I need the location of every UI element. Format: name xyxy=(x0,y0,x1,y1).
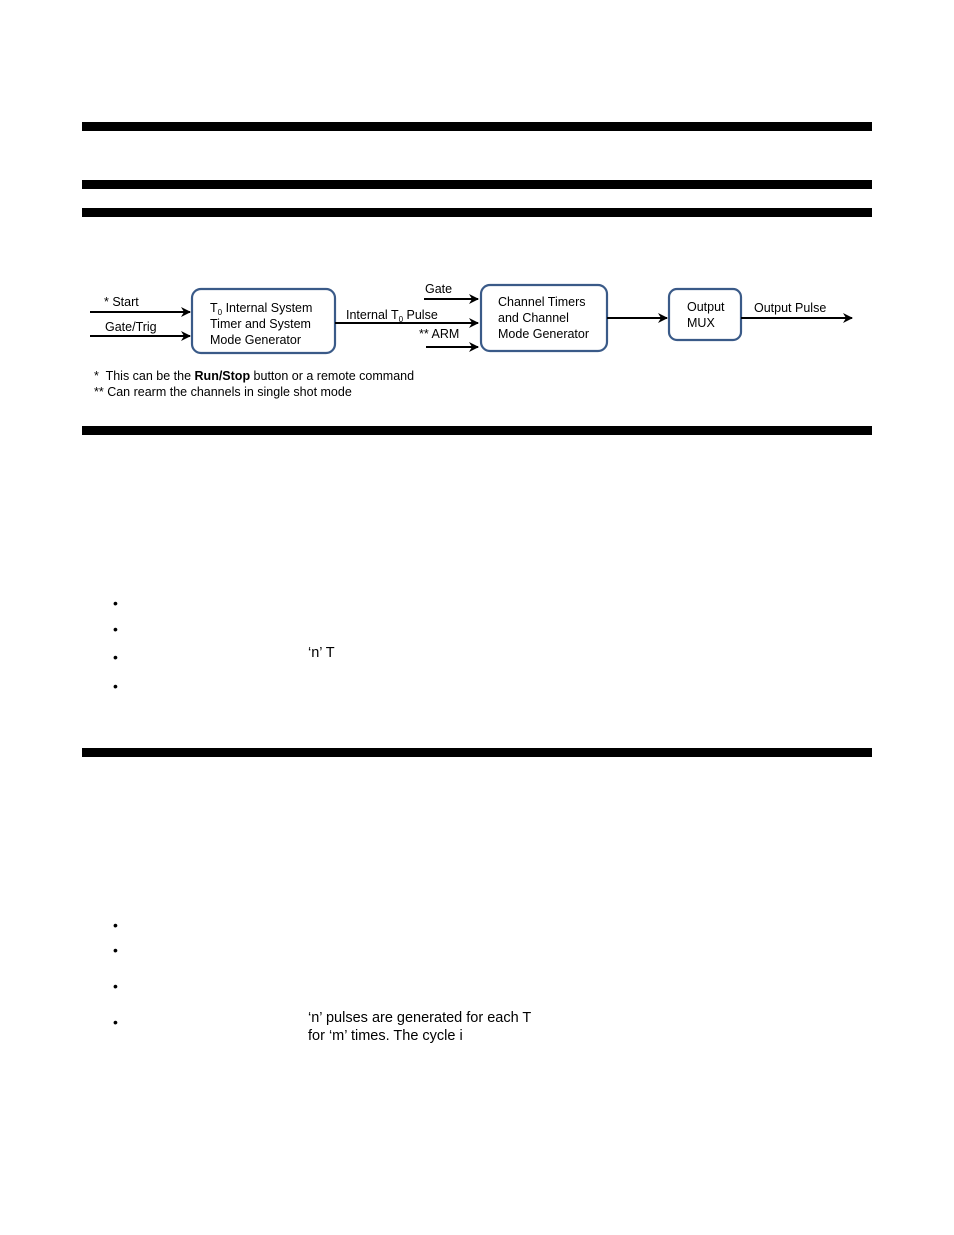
output-pulse-label: Output Pulse xyxy=(754,301,827,315)
output-mux-line1: Output xyxy=(687,300,725,314)
bullet: • xyxy=(113,649,118,665)
system-timer-line3: Mode Generator xyxy=(210,333,302,347)
bullet: • xyxy=(113,917,118,933)
section-rule-1 xyxy=(82,426,872,435)
output-mux-block xyxy=(669,289,741,340)
diagram-note-2: ** Can rearm the channels in single shot mode xyxy=(94,385,352,399)
channel-timers-line2: and Channel xyxy=(498,311,569,325)
output-mux-line2: MUX xyxy=(687,316,715,330)
gate-trig-label: Gate/Trig xyxy=(105,320,157,334)
section-rule-2 xyxy=(82,748,872,757)
bullet: • xyxy=(113,978,118,994)
system-timer-line2: Timer and System xyxy=(210,317,311,331)
gate-label: Gate xyxy=(425,282,453,296)
bullet: • xyxy=(113,942,118,958)
bullet: • xyxy=(113,678,118,694)
bullet: • xyxy=(113,621,118,637)
section2-fragment-line2: for ‘m’ times. The cycle i xyxy=(308,1028,463,1044)
bullet: • xyxy=(113,595,118,611)
block-diagram xyxy=(0,0,954,420)
internal-pulse-label: Internal $T_0$ Pulse xyxy=(346,308,438,324)
channel-timers-line1: Channel Timers xyxy=(498,295,586,309)
system-timer-line1: $T_0$ Internal System xyxy=(210,301,313,317)
arm-label: ** ARM xyxy=(419,327,460,341)
section2-fragment-line1: ‘n’ pulses are generated for each T xyxy=(308,1010,532,1026)
bullet: • xyxy=(113,1014,118,1030)
diagram-note-1: * This can be the Run/Stop button or a remote command xyxy=(94,369,415,383)
start-label: * Start xyxy=(104,295,139,309)
section1-fragment: ‘n’ T xyxy=(308,645,335,661)
channel-timers-line3: Mode Generator xyxy=(498,327,590,341)
